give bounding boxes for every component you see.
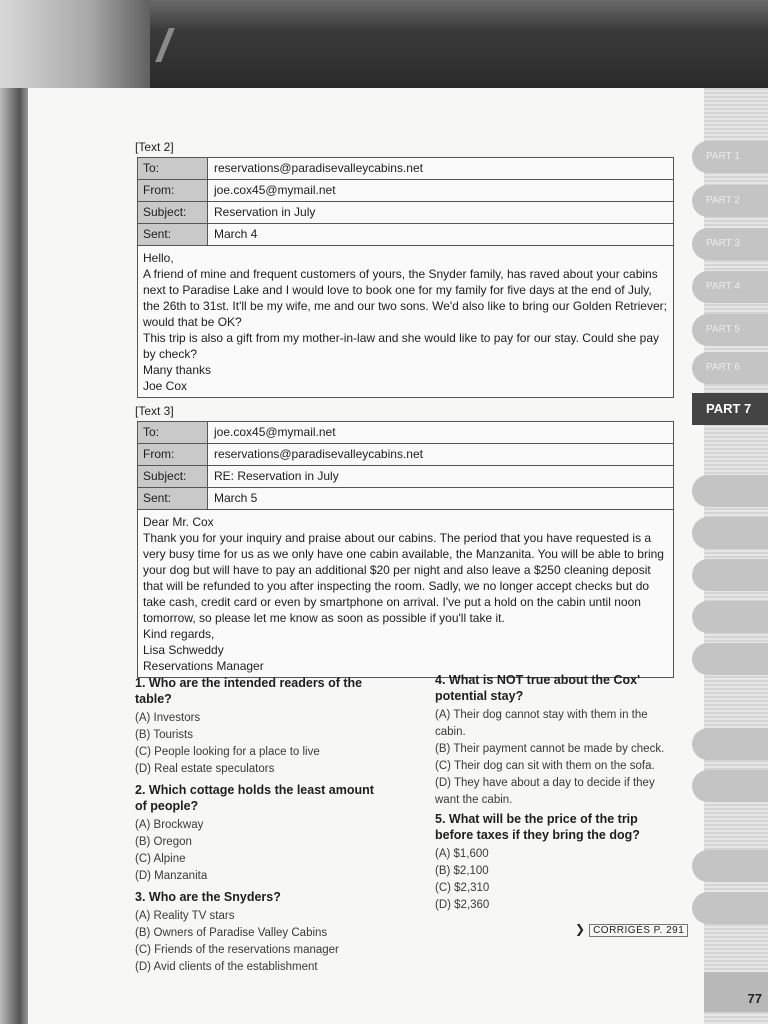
header-slash-mark [155, 28, 175, 62]
email-closing: Kind regards, [143, 627, 215, 641]
answer-option[interactable]: (B) Their payment cannot be made by check. [435, 743, 665, 755]
answer-option[interactable]: (B) Owners of Paradise Valley Cabins [135, 927, 328, 939]
text3-label: [Text 3] [135, 404, 174, 418]
answer-option[interactable]: (A) Their dog cannot stay with them in the cabin. [435, 709, 648, 738]
email-from-row [138, 444, 673, 466]
answer-option[interactable]: (C) Friends of the reservations manager [135, 944, 339, 956]
email-body [138, 510, 673, 677]
side-tab-part-7-active[interactable]: PART 7 [692, 393, 768, 425]
email-paragraph: This trip is also a gift from my mother-in-law and she would like to pay for our stay. Could she pay by check? [143, 331, 659, 361]
book-spine [0, 88, 28, 1024]
question-title: 5. What will be the price of the trip before taxes if they bring the dog? [435, 812, 640, 842]
answer-option[interactable]: (C) People looking for a place to live [135, 746, 320, 758]
answer-option[interactable]: (D) Real estate speculators [135, 763, 275, 775]
email-greeting: Dear Mr. Cox [143, 515, 214, 529]
sent-value: March 5 [214, 491, 258, 505]
side-tab-part-2[interactable]: PART 2 [692, 185, 768, 217]
question-title: 4. What is NOT true about the Cox' potential stay? [435, 673, 641, 703]
email-signature: Joe Cox [143, 379, 188, 393]
page-number-box [704, 972, 768, 1012]
top-header-band [0, 0, 768, 88]
answer-option[interactable]: (D) $2,360 [435, 899, 490, 911]
email-sent-row [138, 224, 673, 246]
side-tab-blank-9 [692, 892, 768, 924]
text2-label: [Text 2] [135, 140, 174, 154]
answer-option[interactable]: (A) Brockway [135, 819, 204, 831]
question-title: 2. Which cottage holds the least amount of people? [135, 783, 374, 813]
question-2 [135, 782, 385, 885]
email-paragraph: A friend of mine and frequent customers of yours, the Snyder family, has raved about your cabins next to Paradise Lake and I would love to book one for my family for five days at the end of July, the 26th to 31st. It'll be my wife, me and our two sons. We'd also like to bring our Golden Retriever; would that be OK? [143, 267, 667, 329]
to-value: reservations@paradisevalleycabins.net [214, 161, 423, 175]
answer-option[interactable]: (B) $2,100 [435, 865, 489, 877]
email-closing: Many thanks [143, 363, 212, 377]
question-title: 3. Who are the Snyders? [135, 890, 281, 904]
page-number: 77 [747, 991, 762, 1006]
side-tab-part-5[interactable]: PART 5 [692, 314, 768, 346]
from-value: reservations@paradisevalleycabins.net [214, 447, 423, 461]
email-paragraph: Thank you for your inquiry and praise about our cabins. The period that you have requested is a very busy time for us as we only have one cabin available, the Manzanita. You will be able to bring your dog but will have to pay an additional $20 per night and also leave a $250 cleaning deposit that will be refunded to you after inspecting the room. Sadly, we no longer accept checks but do take cash, credit card or even by smartphone on arrival. I've put a hold on the cabin until noon tomorrow, so please let me know as soon as possible if you'll take it. [143, 531, 664, 625]
email-to-row [138, 158, 673, 180]
to-label: To: [138, 422, 208, 443]
question-4 [435, 672, 675, 809]
subject-value: RE: Reservation in July [214, 469, 339, 483]
answer-option[interactable]: (B) Oregon [135, 836, 192, 848]
email-text2 [137, 157, 674, 398]
answer-option[interactable]: (D) Avid clients of the establishment [135, 961, 318, 973]
email-subject-row [138, 202, 673, 224]
side-tab-blank-4 [692, 601, 768, 633]
question-5 [435, 811, 675, 914]
answer-option[interactable]: (B) Tourists [135, 729, 193, 741]
sent-value: March 4 [214, 227, 258, 241]
email-text3 [137, 421, 674, 678]
side-tab-blank-3 [692, 559, 768, 591]
answer-option[interactable]: (D) Manzanita [135, 870, 208, 882]
sent-label: Sent: [138, 224, 208, 245]
side-tab-blank-1 [692, 475, 768, 507]
side-tab-blank-7 [692, 770, 768, 802]
to-label: To: [138, 158, 208, 179]
side-tab-part-1[interactable]: PART 1 [692, 141, 768, 173]
answer-option[interactable]: (A) Reality TV stars [135, 910, 235, 922]
question-1 [135, 675, 385, 778]
email-from-row [138, 180, 673, 202]
answer-option[interactable]: (A) $1,600 [435, 848, 489, 860]
answer-option[interactable]: (C) Alpine [135, 853, 186, 865]
subject-label: Subject: [138, 202, 208, 223]
side-tab-blank-2 [692, 517, 768, 549]
email-greeting: Hello, [143, 251, 174, 265]
header-light-area [0, 0, 150, 88]
side-tab-part-4[interactable]: PART 4 [692, 271, 768, 303]
side-tab-blank-8 [692, 850, 768, 882]
corriges-label: CORRIGÉS P. 291 [589, 924, 688, 937]
subject-label: Subject: [138, 466, 208, 487]
question-3 [135, 889, 385, 976]
email-sent-row [138, 488, 673, 510]
from-label: From: [138, 444, 208, 465]
side-tab-blank-5 [692, 643, 768, 675]
email-signature: Lisa Schweddy [143, 643, 224, 657]
from-value: joe.cox45@mymail.net [214, 183, 336, 197]
answer-option[interactable]: (A) Investors [135, 712, 201, 724]
email-to-row [138, 422, 673, 444]
email-signature-title: Reservations Manager [143, 659, 264, 673]
from-label: From: [138, 180, 208, 201]
email-body [138, 246, 673, 397]
question-title: 1. Who are the intended readers of the table? [135, 676, 363, 706]
corriges-link[interactable] [575, 922, 688, 936]
subject-value: Reservation in July [214, 205, 316, 219]
answer-option[interactable]: (C) Their dog can sit with them on the sofa. [435, 760, 655, 772]
email-subject-row [138, 466, 673, 488]
answer-option[interactable]: (C) $2,310 [435, 882, 490, 894]
side-tab-blank-6 [692, 728, 768, 760]
answer-option[interactable]: (D) They have about a day to decide if they want the cabin. [435, 777, 655, 806]
chevron-right-icon: ❯ [575, 922, 586, 936]
sent-label: Sent: [138, 488, 208, 509]
to-value: joe.cox45@mymail.net [214, 425, 336, 439]
side-tab-part-3[interactable]: PART 3 [692, 228, 768, 260]
side-tab-part-6[interactable]: PART 6 [692, 352, 768, 384]
